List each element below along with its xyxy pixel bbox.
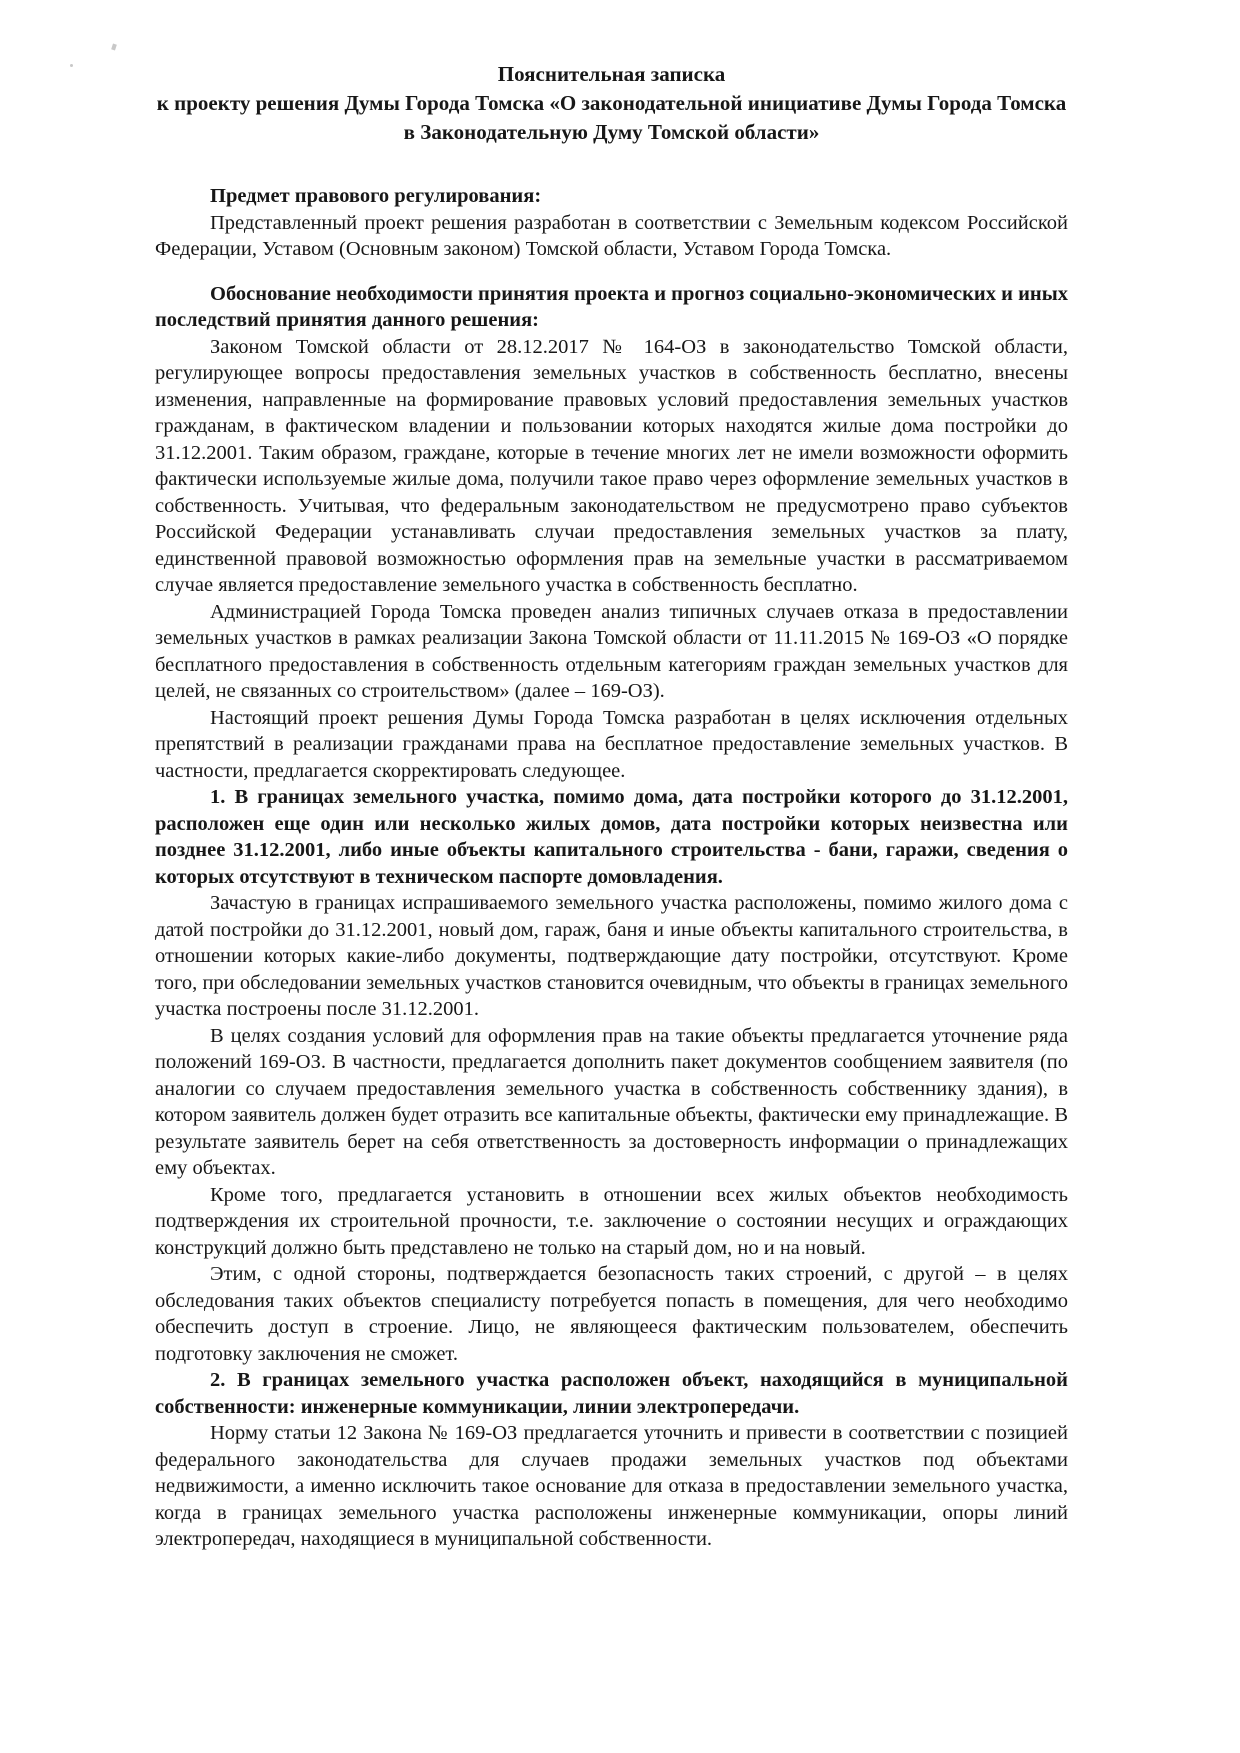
document-body	[155, 183, 1068, 1553]
document-heading: Обоснование необходимости принятия проекта и прогноз социально-экономических и иных последствий принятия данного решения:	[155, 282, 1068, 331]
document-paragraph: Норму статьи 12 Закона № 169-ОЗ предлагается уточнить и привести в соответствии с позицией федерального законодательства для случаев продажи земельных участков под объектами недвижимости, а именно исключить такое основание для отказа в предоставлении земельного участка, когда в границах земельного участка расположены инженерные коммуникации, опоры линий электропередач, находящиеся в муниципальной собственности.	[155, 1422, 1068, 1550]
document-paragraph: Законом Томской области от 28.12.2017 № 164-ОЗ в законодательство Томской области, регулирующее вопросы предоставления земельных участков в собственность бесплатно, внесены изменения, направленные на формирование правовых условий предоставления земельных участков гражданам, в фактическом владении и пользовании которых находятся жилые дома постройки до 31.12.2001. Таким образом, граждане, которые в течение многих лет не имели возможности оформить фактически используемые жилые дома, получили такое право через оформление земельных участков в собственность. Учитывая, что федеральным законодательством не предусмотрено право субъектов Российской Федерации устанавливать случаи предоставления земельных участков за плату, единственной правовой возможностью оформления прав на земельные участки в рассматриваемом случае является предоставление земельного участка в собственность бесплатно.	[155, 335, 1068, 596]
document-paragraph: Настоящий проект решения Думы Города Томска разработан в целях исключения отдельных препятствий в реализации гражданами права на бесплатное предоставление земельных участков. В частности, предлагается скорректировать следующее.	[155, 706, 1068, 782]
scan-artifact	[111, 44, 117, 51]
document-heading: 1. В границах земельного участка, помимо дома, дата постройки которого до 31.12.2001, расположен еще один или несколько жилых домов, дата постройки которых неизвестна или позднее 31.12.2001, либо иные объекты капитального строительства - бани, гаражи, сведения о которых отсутствуют в техническом паспорте домовладения.	[155, 786, 1068, 888]
document-page	[155, 60, 1068, 1553]
document-title-line1: Пояснительная записка	[497, 62, 726, 86]
document-paragraph: Представленный проект решения разработан в соответствии с Земельным кодексом Российской Федерации, Уставом (Основным законом) Томской области, Уставом Города Томска.	[155, 211, 1068, 260]
document-paragraph: В целях создания условий для оформления прав на такие объекты предлагается уточнение ряда положений 169-ОЗ. В частности, предлагается дополнить пакет документов сообщением заявителя (по аналогии со случаем предоставления земельного участка в собственность собственнику здания), в котором заявитель должен будет отразить все капитальные объекты, фактически ему принадлежащие. В результате заявитель берет на себя ответственность за достоверность информации о принадлежащих ему объектах.	[155, 1024, 1068, 1179]
document-paragraph: Администрацией Города Томска проведен анализ типичных случаев отказа в предоставлении земельных участков в рамках реализации Закона Томской области от 11.11.2015 № 169-ОЗ «О порядке бесплатного предоставления в собственность отдельным категориям граждан земельных участков для целей, не связанных со строительством» (далее – 169-ОЗ).	[155, 600, 1068, 702]
document-paragraph: Кроме того, предлагается установить в отношении всех жилых объектов необходимость подтверждения их строительной прочности, т.е. заключение о состоянии несущих и ограждающих конструкций должно быть представлено не только на старый дом, но и на новый.	[155, 1183, 1068, 1259]
document-title-line2: к проекту решения Думы Города Томска «О законодательной инициативе Думы Города Томска в Законодательную Думу Томской области»	[156, 91, 1067, 144]
document-heading: Предмет правового регулирования:	[210, 185, 542, 207]
scan-artifact	[70, 64, 73, 67]
document-title	[155, 60, 1068, 147]
document-paragraph: Зачастую в границах испрашиваемого земельного участка расположены, помимо жилого дома с датой постройки до 31.12.2001, новый дом, гараж, баня и иные объекты капитального строительства, в отношении которых какие-либо документы, подтверждающие дату постройки, отсутствуют. Кроме того, при обследовании земельных участков становится очевидным, что объекты в границах земельного участка построены после 31.12.2001.	[155, 892, 1068, 1020]
document-heading: 2. В границах земельного участка расположен объект, находящийся в муниципальной собственности: инженерные коммуникации, линии электропередачи.	[155, 1369, 1068, 1418]
document-paragraph: Этим, с одной стороны, подтверждается безопасность таких строений, с другой – в целях обследования таких объектов специалисту потребуется попасть в помещения, для чего необходимо обеспечить доступ в строение. Лицо, не являющееся фактическим пользователем, обеспечить подготовку заключения не сможет.	[155, 1263, 1068, 1365]
